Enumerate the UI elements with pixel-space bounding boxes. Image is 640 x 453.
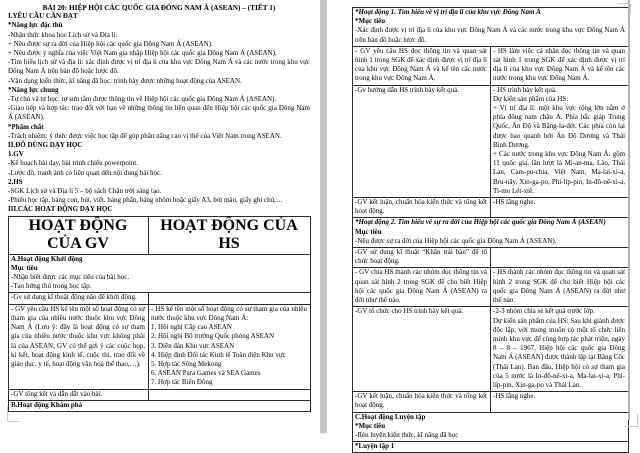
activity-heading: *Hoạt động 1. Tìm hiểu về vị trí địa lí của khu vực Đông Nam Á — [355, 8, 541, 16]
gv-cell — [353, 268, 491, 307]
paragraph: -Trách nhiệm: ý thức được việc học tập để góp phần nâng cao vị thế của Việt Nam trong ASEAN. — [8, 131, 282, 140]
page-edge-line — [628, 0, 630, 420]
table-row — [9, 400, 311, 411]
hs-cell — [491, 46, 629, 85]
empty-cell — [149, 293, 311, 304]
empty-cell — [149, 389, 311, 400]
gv-cell — [353, 248, 491, 268]
gv-header-cell: HOẠT ĐỘNG CỦA GV — [9, 216, 149, 254]
table-row — [9, 304, 311, 389]
list-item: 6. ASEAN Para Games và SEA Games — [151, 369, 261, 378]
page-2 — [338, 0, 640, 453]
table-row — [353, 198, 629, 218]
paragraph: -HS lắng nghe. — [493, 198, 536, 207]
paragraph: -GV kết luận, chuẩn hóa kiến thức và tổng kết hoạt động. — [355, 198, 487, 216]
paragraph: -Tạo hứng thú trong học tập. — [11, 282, 92, 291]
paragraph: - HS trình bày kết quả. — [493, 85, 557, 94]
empty-cell — [491, 248, 629, 268]
activity-b-heading-cell — [9, 400, 311, 411]
table-row — [353, 268, 629, 307]
hs-cell — [491, 307, 629, 392]
hs-cell — [491, 85, 629, 197]
table-row — [353, 442, 629, 453]
paragraph: -Phiếu học tập, bảng con, bút, viết, bảng phấn, bảng nhóm hoặc giấy A3, bút màu, giấy ghi chú,… — [8, 196, 283, 205]
paragraph: -SGK Lịch sử và Địa lí 5 – bộ sách Chân trời sáng tạo. — [8, 187, 162, 196]
list-item: 2. Hội nghị Bộ trưởng Quốc phòng ASEAN — [151, 332, 274, 341]
hs-cell — [491, 392, 629, 412]
paragraph: + Các nước trong khu vực Đông Nam Á: gồm 11 quốc gia, lần lượt là Mi-an-ma, Lào, Thái Lan, Cam-pu-chia, Việt Nam, Ma-lai-xi-a, Bru-nây, Xin-ga-po, Phi-líp-pin, In-đô-nê-xi-a, Ti-mo Lét-xtê. — [493, 150, 626, 195]
hs-cell — [149, 304, 311, 389]
objective-label: *Mục tiêu — [355, 17, 386, 26]
paragraph: -Lược đồ, tranh ảnh có liên quan đến nội dung bài học. — [8, 168, 162, 177]
sub-heading: *Phẩm chất — [8, 122, 44, 131]
table-row — [353, 46, 629, 85]
text-boundary-mark-bottom-left — [7, 406, 20, 422]
objective-label: *Mục tiêu — [355, 421, 386, 430]
activity-heading: *Hoạt động 2. Tìm hiểu về sự ra đời của Hiệp hội các quốc gia Đông Nam Á (ASEAN) — [355, 218, 606, 227]
paragraph: Dự kiến sản phẩm của HS: — [493, 94, 569, 103]
table-row — [9, 254, 311, 293]
paragraph: - GV yêu cầu HS kể tên một số hoạt động có sự tham gia của nhiều nước thuộc khu vực Đông Nam Á (Lưu ý: đây là hoạt động có sự tham gia của nhiều nước thuộc khu vực không phải là của ASEAN, GV có thể gợi ý các cuộc họp, kí kết, hoạt động kinh tế, cuộc thi, trao đổi về giáo dục, y tế, hoạt động văn hoá thể thao,…). — [11, 304, 145, 368]
paragraph: -Gv hướng dẫn HS trình bày kết quả. — [355, 85, 459, 94]
paragraph: -GV tổ chức cho HS trình bày kết quả. — [355, 307, 464, 316]
paragraph: - GV yêu cầu HS đọc thông tin và quan sát hình 1 trong SGK để xác định được vị trí địa lí của khu vực Đông Nam Á và kể tên các nước trong khu vực Đông Nam Á. — [355, 46, 487, 83]
table-row — [353, 307, 629, 392]
page-1 — [0, 0, 318, 412]
objective-label: Mục tiêu — [11, 263, 38, 272]
practice-1-cell — [353, 442, 629, 453]
paragraph: -HS lắng nghe. — [493, 392, 536, 401]
page-gap — [320, 0, 327, 433]
activity-1-heading-cell — [353, 8, 629, 47]
activity-a-cell — [9, 254, 311, 293]
list-item: 7. Hợp tác Biển Đông — [151, 378, 213, 387]
paragraph: -Tự chủ và tự học: tự sưu tầm được thông tin về Hiệp hội các quốc gia Đông Nam Á (ASEAN). — [8, 95, 277, 104]
table-row — [353, 85, 629, 197]
gv-cell — [353, 46, 491, 85]
paragraph: -Rèn luyện kiến thức, kĩ năng đã học — [355, 430, 459, 439]
paragraph: -Vận dụng kiến thức, kĩ năng đã học: trình bày được những hoạt động của ASEAN. — [8, 76, 242, 85]
paragraph: - GV chia HS thành các nhóm đọc thông tin và quan sát hình 2 trong SGK để cho biết Hiệp hội các quốc gia Đông Nam Á (ASEAN) ra đời như thế nào. — [355, 268, 487, 305]
hs-cell — [491, 268, 629, 307]
table-row — [9, 293, 311, 304]
gv-cell — [9, 293, 149, 304]
gv-cell — [9, 389, 149, 400]
section-heading: III.CÁC HOẠT ĐỘNG DẠY HỌC — [8, 205, 113, 214]
paragraph: + Nêu được ý nghĩa của việc Việt Nam gia nhập Hiệp hội các quốc gia Đông Nam Á (ASEAN). — [8, 49, 277, 58]
paragraph: -GV kết luận, chuẩn hóa kiến thức và tổng kết hoạt động. — [355, 392, 487, 410]
gv-cell — [353, 85, 491, 197]
activity-2-heading-cell — [353, 218, 629, 248]
activity-heading: C.Hoạt động Luyện tập — [355, 412, 426, 421]
text-boundary-mark-bottom-right — [624, 414, 638, 427]
gv-cell — [353, 392, 491, 412]
paragraph: -Nhận thức khoa học Lịch sử và Địa lí: — [8, 30, 118, 39]
paragraph: + Nêu được sự ra đời của Hiệp hội các quốc gia Đông Nam Á (ASEAN). — [8, 39, 213, 48]
activity-heading: A.Hoạt động Khởi động — [11, 254, 83, 263]
sub-heading: *Năng lực đặc thù — [8, 21, 63, 30]
hs-cell — [491, 198, 629, 218]
paragraph: -GV sử dụng kĩ thuật “Khăn trải bàn” để tổ chức hoạt động. — [355, 248, 487, 266]
paragraph: + Vị trí địa lí: một khu vực rộng lớn nằm ở phía đông nam châu Á. Phía bắc giáp Trung Quốc, Ấn Độ và Băng-la-đét. Các phía còn lại được bao quanh bởi Ấn Độ Dương và Thái Bình Dương. — [493, 104, 626, 149]
gv-cell — [353, 198, 491, 218]
paragraph: -Giao tiếp và hợp tác: trao đổi với bạn về những thông tin liên quan đến Hiệp hội các quốc gia Đông Nam Á (ASEAN). — [8, 104, 310, 122]
list-item: 4. Hiệp định Đối tác Kinh tế Toàn diện Khu vực — [151, 350, 286, 359]
section-heading: II.ĐỒ DÙNG DẠY HỌC — [8, 141, 83, 150]
table-row — [353, 8, 629, 47]
list-item: 1. Hội nghị Cấp cao ASEAN — [151, 323, 232, 332]
paragraph: -Kế hoạch bài dạy, bài trình chiếu powerpoint. — [8, 159, 138, 168]
list-item: 3. Diễn đàn Khu vực ASEAN — [151, 341, 235, 350]
activities-table-page2 — [352, 7, 629, 453]
paragraph: -Gv sử dụng kĩ thuật động não để khởi động. — [11, 293, 137, 302]
paragraph: -Tìm hiểu lịch sử và địa lí: xác định được vị trí địa lí của khu vực Đông Nam Á và các nước trong khu vực Đông Nam Á trên bản đồ hoặc lược đồ. — [8, 58, 310, 76]
paragraph: Dự kiến sản phẩm của HS: Sau khi giành được độc lập, với mong muốn có một tổ chức liên minh khu vực để cùng hợp tác phát triển, ngày 8 – 8 – 1967, Hiệp hội các quốc gia Đông Nam Á (ASEAN) được thành lập tại Băng Cốc (Thái Lan). Ban đầu, Hiệp hội có sự tham gia của 5 nước là In-đô-nê-xi-a, Ma-lai-xi-a, Phi-líp-pin, Xin-ga-po và Thái Lan. — [493, 316, 626, 389]
paragraph: -GV tổng kết và dẫn dắt vào bài. — [11, 389, 103, 398]
paragraph: -2-3 nhóm chia sẻ kết quả trước lớp. — [493, 307, 595, 316]
activities-table-page1 — [8, 216, 311, 412]
sub-heading: *Năng lực chung — [8, 85, 59, 94]
table-row — [353, 412, 629, 442]
paragraph: -Nêu được sự ra đời của Hiệp hội các quốc gia Đông Nam Á (ASEAN). — [355, 236, 557, 245]
table-row — [353, 248, 629, 268]
objective-label: Mục tiêu — [355, 227, 382, 236]
doc-title: BÀI 20: HIỆP HỘI CÁC QUỐC GIA ĐÔNG NAM Á (ASEAN) – (TIẾT 1) — [42, 3, 276, 12]
paragraph: - HS kể tên một số hoạt động có sự tham gia của nhiều nước thuộc khu vực Đông Nam Á: — [151, 304, 307, 322]
list-item: 5. Hợp tác Sông Mekong — [151, 359, 222, 368]
table-row — [9, 389, 311, 400]
gv-cell — [9, 304, 149, 389]
table-row — [353, 218, 629, 248]
page-1-text-area — [8, 3, 310, 412]
section-heading: I.YÊU CẦU CẦN ĐẠT — [8, 12, 78, 21]
paragraph: -Nhận biết được các mục tiêu của bài học. — [11, 273, 130, 282]
table-header-row — [9, 216, 311, 254]
paragraph: - HS thành các nhóm đọc thông tin và quan sát hình 2 trong SGK để cho biết Hiệp hội các quốc gia Đông Nam Á (ASEAN) ra đời như thế nào. — [493, 268, 626, 305]
activity-heading: B.Hoạt động Khám phá — [11, 400, 83, 409]
paragraph: - HS làm việc cá nhân đọc thông tin và quan sát hình 1 trong SGK để xác định được vị trí địa lí của khu vực Đông Nam Á và kể tên các nước trong khu vực Đông Nam Á. — [493, 46, 626, 83]
gv-cell — [353, 307, 491, 392]
table-row — [353, 392, 629, 412]
text-boundary-mark-top-right — [617, 3, 631, 13]
activity-c-heading-cell — [353, 412, 629, 442]
sub-heading: 2.HS — [8, 177, 23, 186]
paragraph: -Xác định được vị trí địa lí của khu vực Đông Nam Á và các nước trong khu vực Đông Nam Á trên bản đồ hoặc lược đồ. — [355, 26, 626, 44]
hs-header-cell: HOẠT ĐỘNG CỦA HS — [149, 216, 311, 254]
sub-heading: 1.GV — [8, 150, 24, 159]
practice-heading: *Luyện tập 1 — [355, 442, 395, 451]
